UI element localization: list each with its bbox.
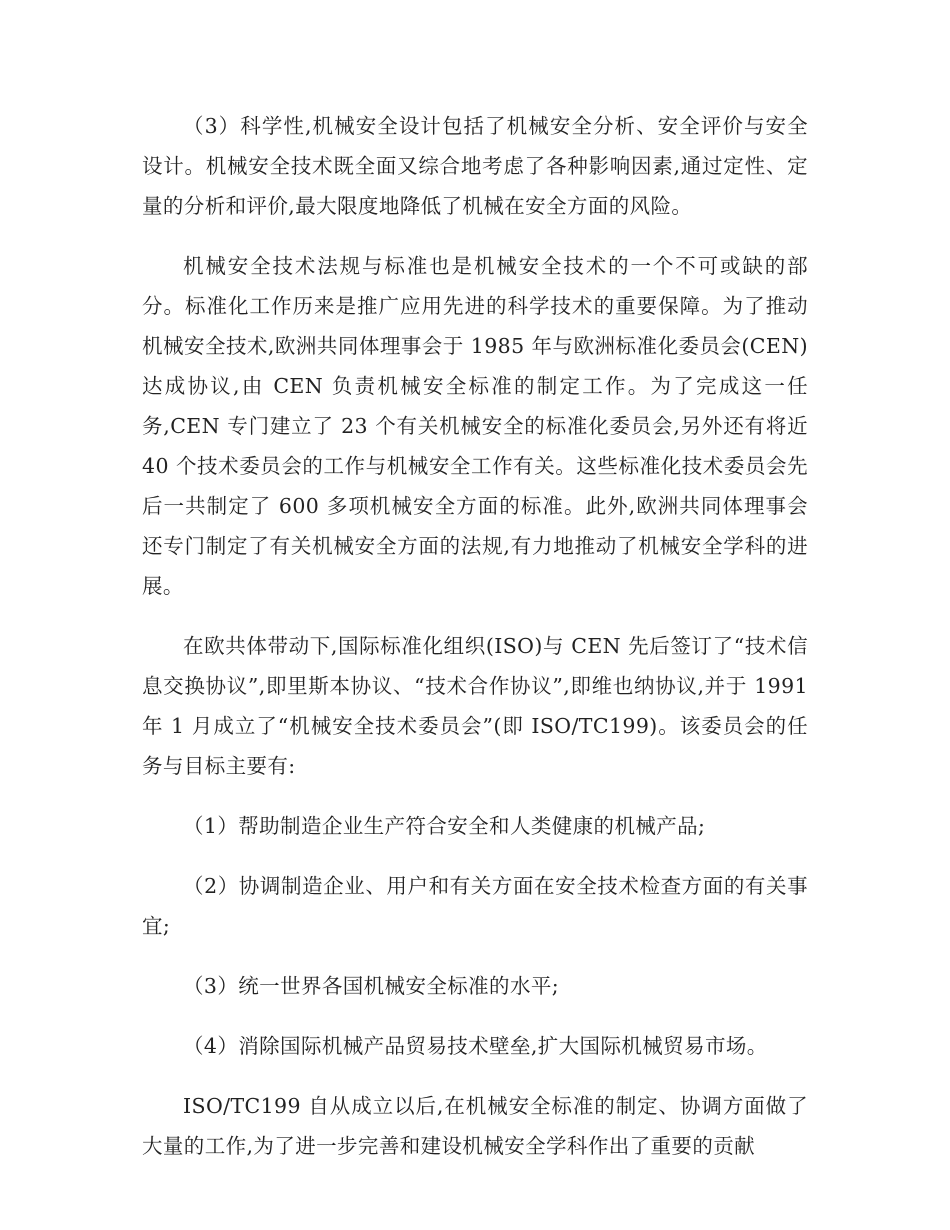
paragraph-standards-regulations: 机械安全技术法规与标准也是机械安全技术的一个不可或缺的部分。标准化工作历来是推广应用先进的科学技术的重要保障。为了推动机械安全技术,欧洲共同体理事会于 1985 年与欧洲标准化委员会(CEN)达成协议,由 CEN 负责机械安全标准的制定工作。为了完成这一任务,CEN 专门建立了 23 个有关机械安全的标准化委员会,另外还有将近 40 个技术委员会的工作与机械安全工作有关。这些标准化技术委员会先后一共制定了 600 多项机械安全方面的标准。此外,欧洲共同体理事会还专门制定了有关机械安全方面的法规,有力地推动了机械安全学科的进展。 bbox=[142, 254, 808, 598]
list-item-task-1: （1）帮助制造企业生产符合安全和人类健康的机械产品; bbox=[183, 814, 706, 838]
list-item-task-3: （3）统一世界各国机械安全标准的水平; bbox=[183, 974, 560, 998]
paragraph-iso-tc199-contribution: ISO/TC199 自从成立以后,在机械安全标准的制定、协调方面做了大量的工作,为了进一步完善和建设机械安全学科作出了重要的贡献 bbox=[142, 1094, 808, 1158]
list-item-task-4: （4）消除国际机械产品贸易技术壁垒,扩大国际机械贸易市场。 bbox=[183, 1034, 768, 1058]
paragraph-scientific-nature: （3）科学性,机械安全设计包括了机械安全分析、安全评价与安全设计。机械安全技术既全面又综合地考虑了各种影响因素,通过定性、定量的分析和评价,最大限度地降低了机械在安全方面的风险。 bbox=[142, 114, 808, 218]
list-item-task-2: （2）协调制造企业、用户和有关方面在安全技术检查方面的有关事宜; bbox=[142, 874, 808, 938]
paragraph-iso-cen-agreements: 在欧共体带动下,国际标准化组织(ISO)与 CEN 先后签订了“技术信息交换协议”,即里斯本协议、“技术合作协议”,即维也纳协议,并于 1991 年 1 月成立了“机械安全技术委员会”(即 ISO/TC199)。该委员会的任务与目标主要有: bbox=[142, 634, 808, 778]
document-body bbox=[142, 106, 808, 1186]
